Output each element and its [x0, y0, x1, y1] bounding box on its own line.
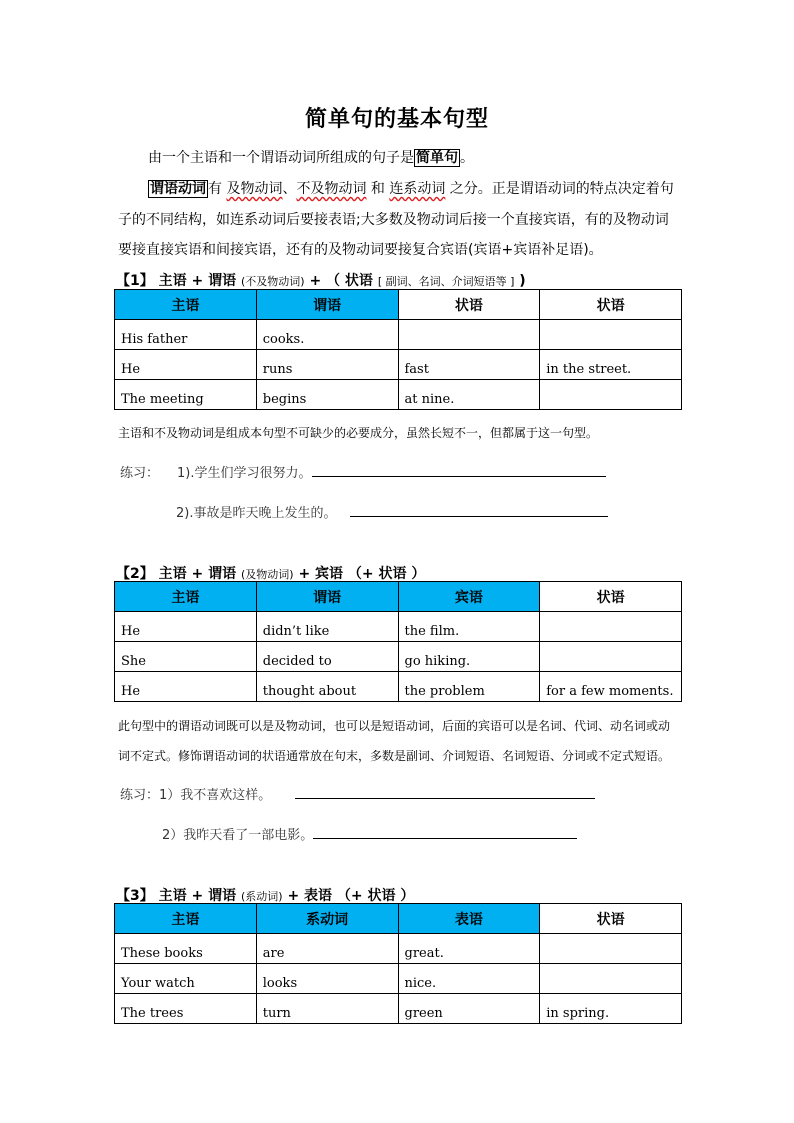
table-cell: looks [256, 964, 398, 994]
table-header-row [115, 290, 682, 320]
section-1-heading: 【1】 主语 + 谓语 (不及物动词) + （ 状语 [ 副词、名词、介词短语等 ] ) [116, 273, 526, 289]
term-predicate-verb: 谓语动词 [150, 181, 206, 197]
table-header-row [115, 904, 682, 934]
answer-line[interactable] [295, 784, 595, 799]
table-cell [398, 320, 540, 350]
table-row [115, 672, 682, 702]
section-2-heading: 【2】 主语 + 谓语 (及物动词) + 宾语 （+ 状语 ） [116, 566, 426, 582]
table-cell [540, 380, 682, 410]
table-cell: green [398, 994, 540, 1024]
table-cell: decided to [256, 642, 398, 672]
page-title: 简单句的基本句型 [304, 106, 489, 132]
table-cell [540, 934, 682, 964]
table-header: 谓语 [256, 290, 398, 320]
table-header-row [115, 582, 682, 612]
table-cell: nice. [398, 964, 540, 994]
table-cell: fast [398, 350, 540, 380]
table-header: 系动词 [256, 904, 398, 934]
section-1-exercise-1: 练习： 1).学生们学习很努力。 [120, 462, 606, 481]
table-row [115, 994, 682, 1024]
table-cell: The trees [115, 994, 257, 1024]
table-cell [540, 320, 682, 350]
table-cell: are [256, 934, 398, 964]
table-cell: runs [256, 350, 398, 380]
table-header: 状语 [540, 290, 682, 320]
table-header: 主语 [115, 290, 257, 320]
table-header: 表语 [398, 904, 540, 934]
table-header: 谓语 [256, 582, 398, 612]
table-header: 主语 [115, 904, 257, 934]
section-2-note-2: 词不定式。修饰谓语动词的状语通常放在句末，多数是副词、介词短语、名词短语、分词或不定式短语。 [118, 749, 671, 763]
table-cell: thought about [256, 672, 398, 702]
table-header: 状语 [398, 290, 540, 320]
table-cell: Your watch [115, 964, 257, 994]
section-3-heading: 【3】 主语 + 谓语 (系动词) + 表语 （+ 状语 ） [116, 888, 415, 904]
table-row [115, 934, 682, 964]
answer-line[interactable] [313, 824, 577, 839]
table-header: 状语 [540, 904, 682, 934]
section-2-exercise-1: 练习：1）我不喜欢这样。 [120, 784, 595, 803]
table-cell: great. [398, 934, 540, 964]
table-row [115, 380, 682, 410]
table-cell: cooks. [256, 320, 398, 350]
section-2-exercise-2: 2）我昨天看了一部电影。 [162, 824, 577, 843]
table-cell: at nine. [398, 380, 540, 410]
term-simple-sentence: 简单句 [416, 150, 458, 166]
table-cell: the film. [398, 612, 540, 642]
table-cell [540, 612, 682, 642]
table-cell: He [115, 612, 257, 642]
table-header: 宾语 [398, 582, 540, 612]
section-2-table [114, 581, 682, 702]
intro-line-3: 子的不同结构，如连系动词后要接表语;大多数及物动词后接一个直接宾语，有的及物动词 [118, 212, 669, 228]
table-cell: the problem [398, 672, 540, 702]
table-cell: She [115, 642, 257, 672]
table-row [115, 350, 682, 380]
table-cell: The meeting [115, 380, 257, 410]
term-linking: 连系动词 [389, 181, 446, 197]
section-1-note: 主语和不及物动词是组成本句型不可缺少的必要成分，虽然长短不一，但都属于这一句型。 [118, 426, 599, 440]
table-cell: His father [115, 320, 257, 350]
intro-line-4: 要接直接宾语和间接宾语，还有的及物动词要接复合宾语(宾语+宾语补足语)。 [118, 242, 603, 258]
table-cell: in the street. [540, 350, 682, 380]
table-cell: in spring. [540, 994, 682, 1024]
intro-line-1: 由一个主语和一个谓语动词所组成的句子是 简单句 。 [148, 150, 474, 166]
table-cell: These books [115, 934, 257, 964]
table-header: 状语 [540, 582, 682, 612]
section-3-table [114, 903, 682, 1024]
table-cell: for a few moments. [540, 672, 682, 702]
section-1-exercise-2: 2).事故是昨天晚上发生的。 [176, 502, 608, 521]
table-cell: go hiking. [398, 642, 540, 672]
term-transitive: 及物动词 [226, 181, 283, 197]
table-cell: begins [256, 380, 398, 410]
answer-line[interactable] [312, 462, 606, 477]
section-2-note-1: 此句型中的谓语动词既可以是及物动词，也可以是短语动词，后面的宾语可以是名词、代词、动名词或动 [118, 719, 671, 733]
term-intransitive: 不及物动词 [296, 181, 367, 197]
table-cell: didn’t like [256, 612, 398, 642]
section-1-table [114, 289, 682, 410]
table-cell [540, 964, 682, 994]
table-cell: turn [256, 994, 398, 1024]
table-cell: He [115, 350, 257, 380]
table-header: 主语 [115, 582, 257, 612]
table-row [115, 320, 682, 350]
answer-line[interactable] [350, 502, 608, 517]
table-cell [540, 642, 682, 672]
table-cell: He [115, 672, 257, 702]
table-row [115, 642, 682, 672]
intro-line-2: 谓语动词 有 及物动词、不及物动词 和 连系动词 之分。正是谓语动词的特点决定着句 [150, 181, 674, 197]
table-row [115, 612, 682, 642]
table-row [115, 964, 682, 994]
